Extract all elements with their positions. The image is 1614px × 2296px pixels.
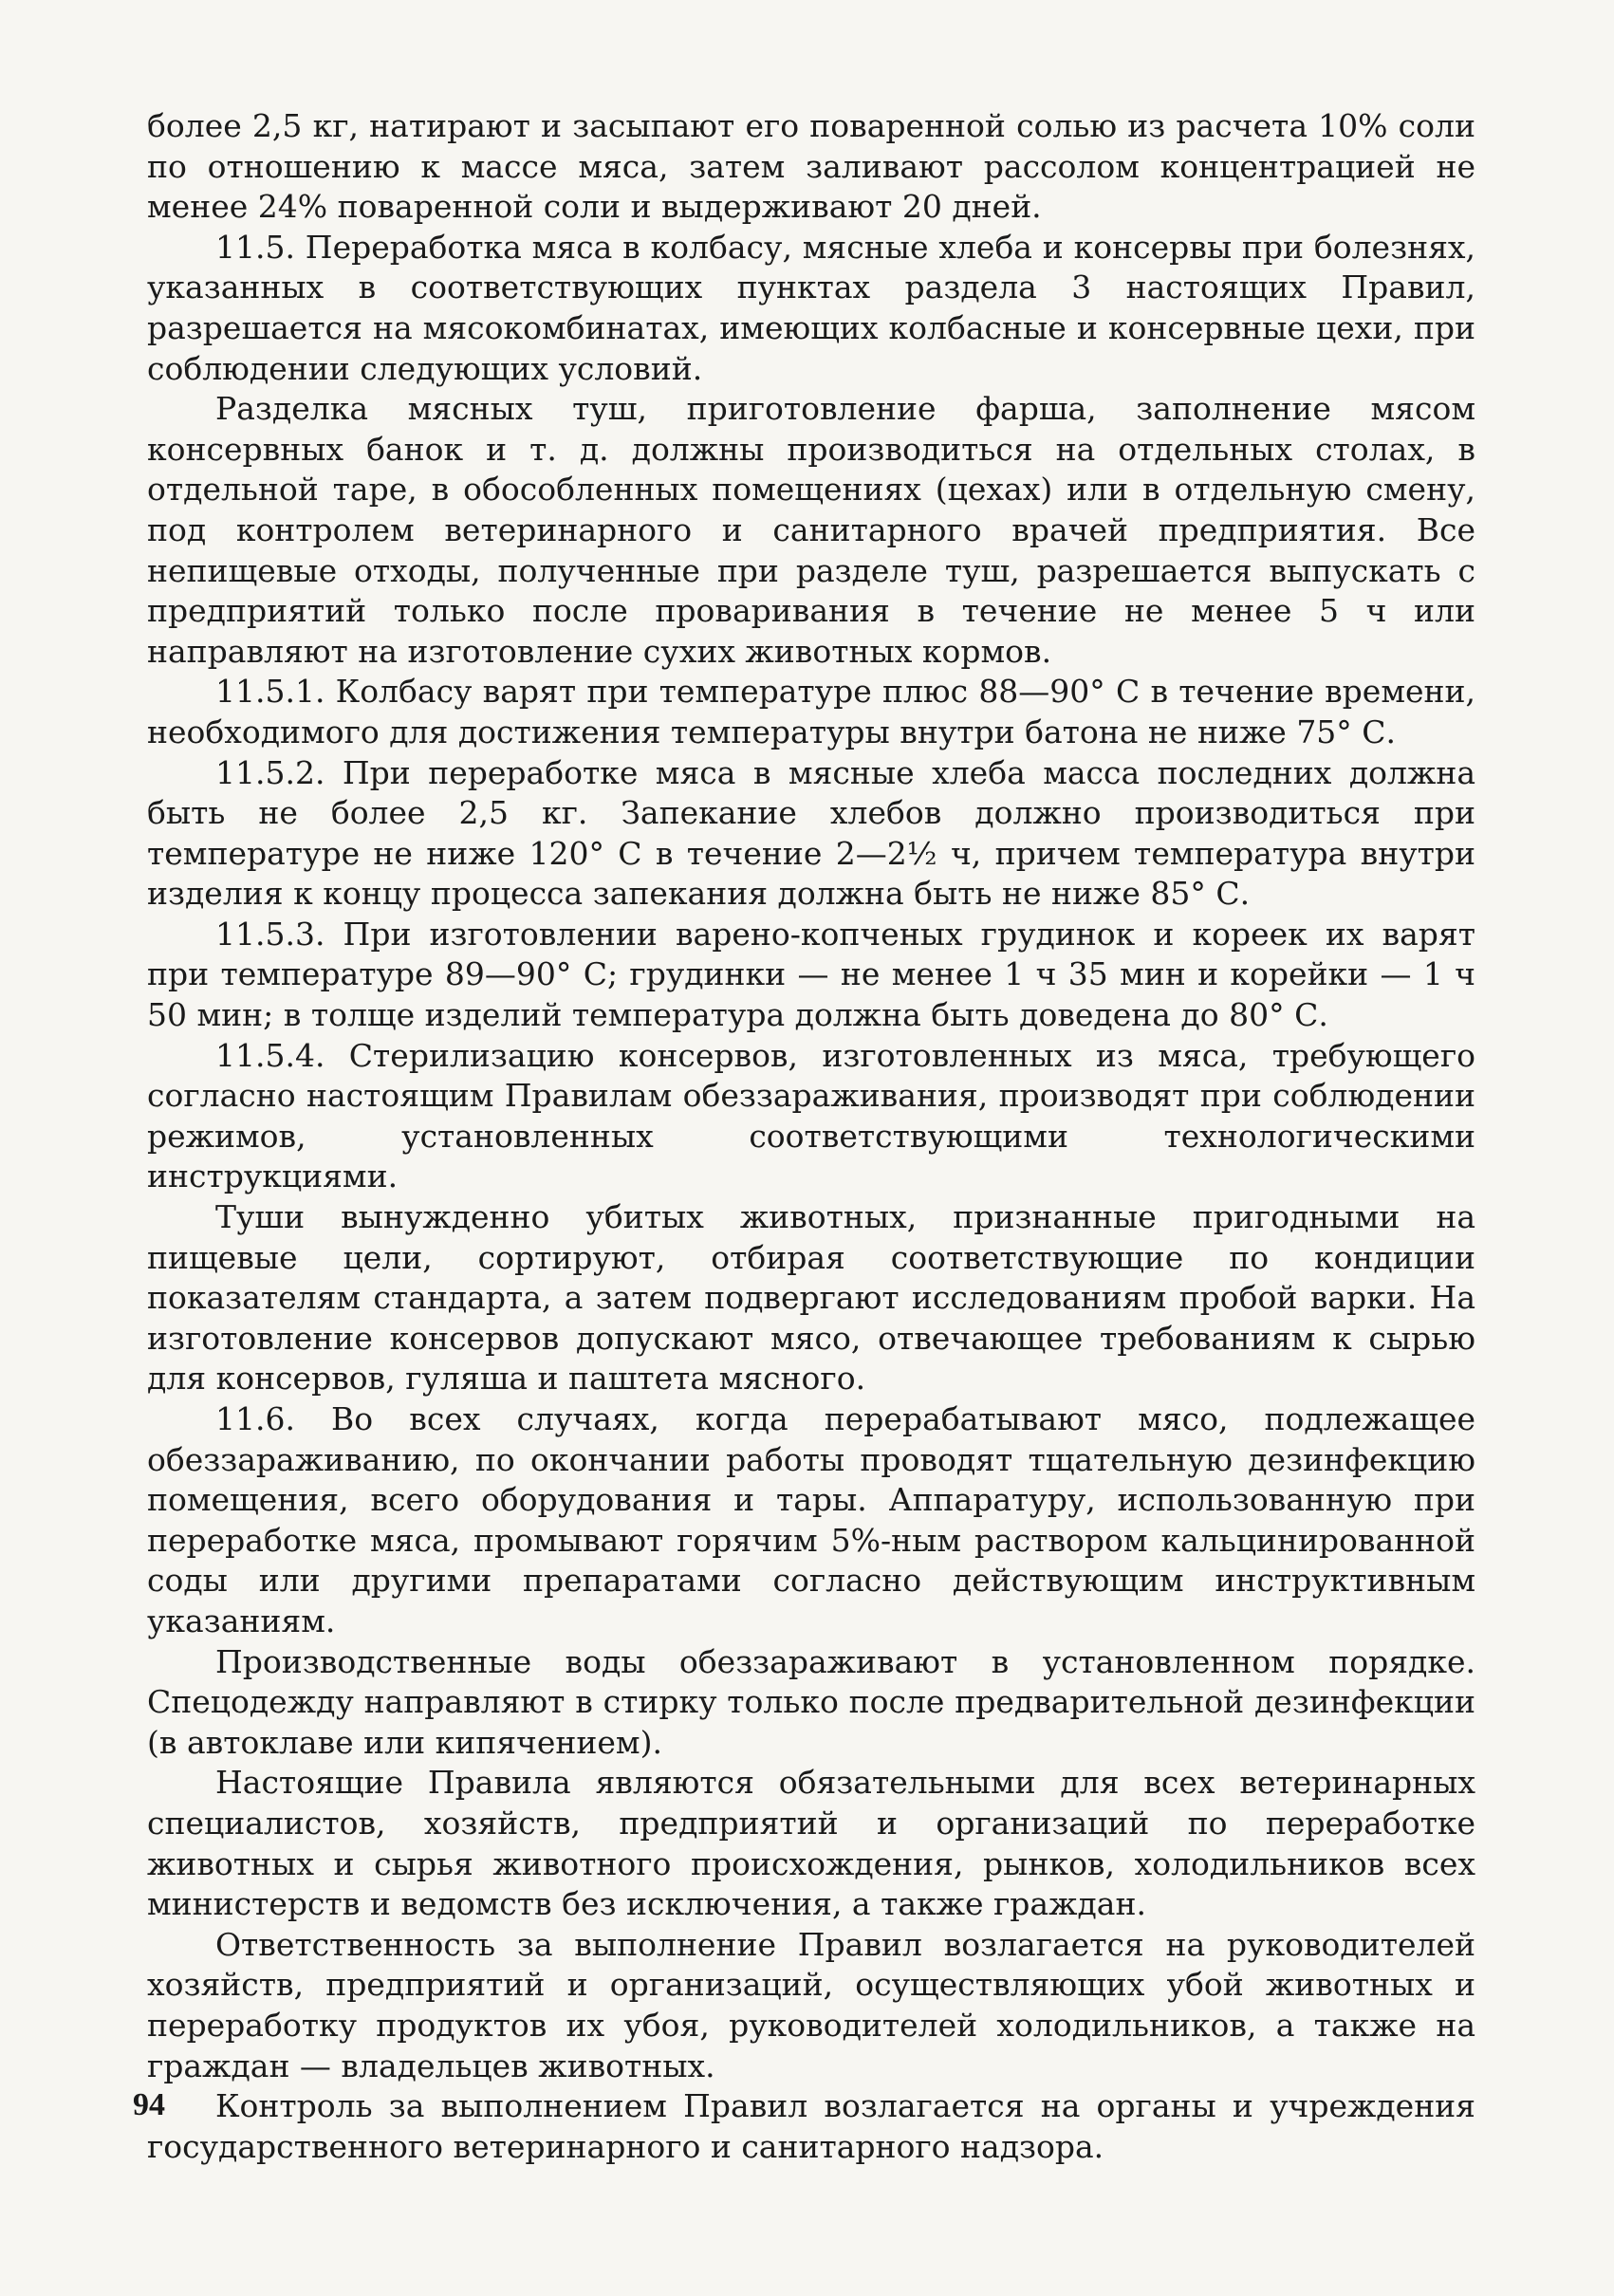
paragraph-11-5-4: 11.5.4. Стерилизацию консервов, изготовленных из мяса, требующего согласно настоящим Правилам обеззараживания, производят при соблюдении режимов, установленных соответствующими технологическими инструкциями.: [147, 1036, 1475, 1195]
paragraph-forced-slaughter: Туши вынужденно убитых животных, признанные пригодными на пищевые цели, сортируют, отбирая соответствующие по кондиции показателям стандарта, а затем подвергают исследованиям пробой варки. На изготовление консервов допускают мясо, отвечающее требованиям к сырью для консервов, гуляша и паштета мясного.: [147, 1198, 1475, 1398]
page-body: [147, 106, 1475, 2167]
paragraph-rules-mandatory: Настоящие Правила являются обязательными для всех ветеринарных специалистов, хозяйств, предприятий и организаций по переработке животных и сырья животного происхождения, рынков, холодильников всех министерств и ведомств без исключения, а также граждан.: [147, 1764, 1475, 1923]
paragraph-waste-water: Производственные воды обеззараживают в установленном порядке. Спецодежду направляют в стирку только после предварительной дезинфекции (в автоклаве или кипячением).: [147, 1642, 1475, 1761]
paragraph-carcass-cutting: Разделка мясных туш, приготовление фарша, заполнение мясом консервных банок и т. д. должны производиться на отдельных столах, в отдельной таре, в обособленных помещениях (цехах) или в отдельную смену, под контролем ветеринарного и санитарного врачей предприятия. Все непищевые отходы, полученные при разделе туш, разрешается выпускать с предприятий только после проваривания в течение не менее 5 ч или направляют на изготовление сухих животных кормов.: [147, 390, 1475, 670]
paragraph-continuation: более 2,5 кг, натирают и засыпают его поваренной солью из расчета 10% соли по отношению к массе мяса, затем заливают рассолом концентрацией не менее 24% поваренной соли и выдерживают 20 дней.: [147, 107, 1475, 226]
paragraph-control: Контроль за выполнением Правил возлагается на органы и учреждения государственного ветеринарного и санитарного надзора.: [147, 2087, 1475, 2165]
paragraph-11-5-3: 11.5.3. При изготовлении варено-копченых грудинок и кореек их варят при температуре 89—90° С; грудинки — не менее 1 ч 35 мин и корейки — 1 ч 50 мин; в толще изделий температура должна быть доведена до 80° С.: [147, 915, 1475, 1034]
paragraph-11-5: 11.5. Переработка мяса в колбасу, мясные хлеба и консервы при болезнях, указанных в соответствующих пунктах раздела 3 настоящих Правил, разрешается на мясокомбинатах, имеющих колбасные и консервные цехи, при соблюдении следующих условий.: [147, 228, 1475, 387]
paragraph-11-5-1: 11.5.1. Колбасу варят при температуре плюс 88—90° С в течение времени, необходимого для достижения температуры внутри батона не ниже 75° С.: [147, 673, 1475, 750]
paragraph-11-5-2: 11.5.2. При переработке мяса в мясные хлеба масса последних должна быть не более 2,5 кг. Запекание хлебов должно производиться при температуре не ниже 120° С в течение 2—2½ ч, причем температура внутри изделия к концу процесса запекания должна быть не ниже 85° С.: [147, 753, 1475, 913]
page-number: 94: [133, 2087, 165, 2122]
paragraph-11-6: 11.6. Во всех случаях, когда перерабатывают мясо, подлежащее обеззараживанию, по окончании работы проводят тщательную дезинфекцию помещения, всего оборудования и тары. Аппаратуру, использованную при переработке мяса, промывают горячим 5%-ным раствором кальцинированной соды или другими препаратами согласно действующим инструктивным указаниям.: [147, 1400, 1475, 1639]
paragraph-responsibility: Ответственность за выполнение Правил возлагается на руководителей хозяйств, предприятий и организаций, осуществляющих убой животных и переработку продуктов их убоя, руководителей холодильников, а также на граждан — владельцев животных.: [147, 1925, 1475, 2084]
